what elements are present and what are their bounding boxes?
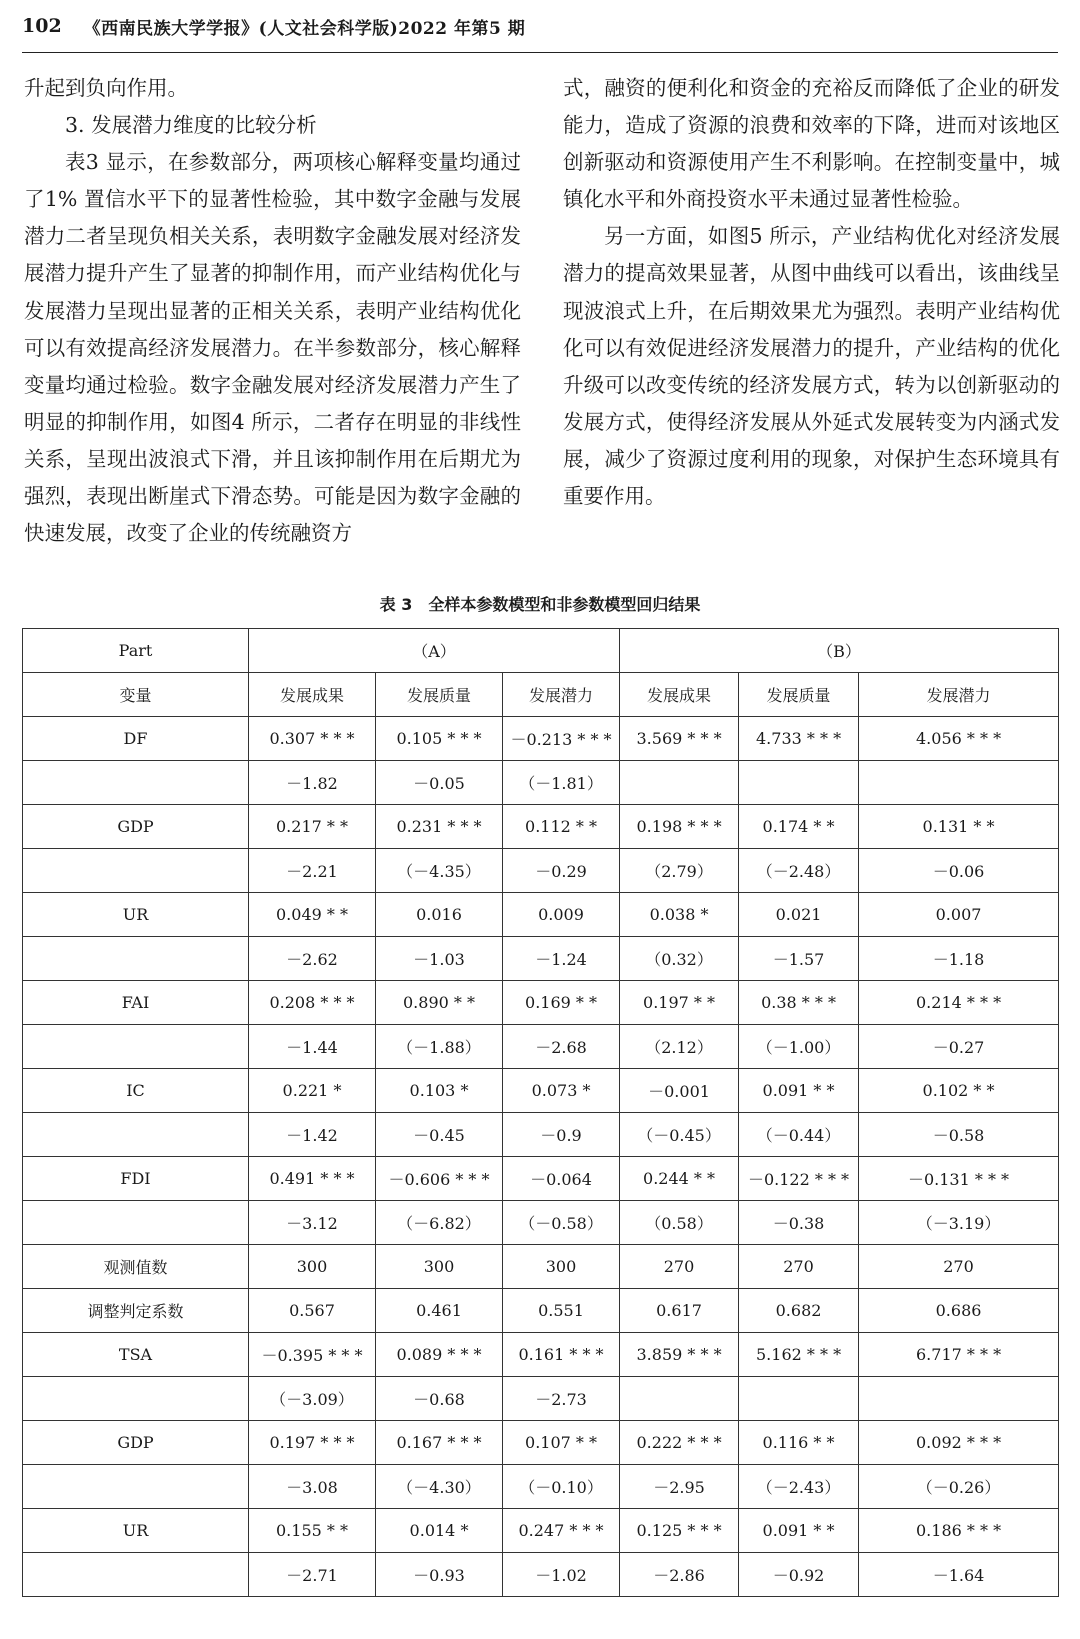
table-cell: －0.606 * * * [376, 1157, 503, 1201]
table-row [23, 1289, 1059, 1333]
table-cell: 0.112 * * [503, 805, 620, 849]
table-cell: （－2.43） [739, 1465, 859, 1509]
table-cell: 0.551 [503, 1289, 620, 1333]
paragraph: 另一方面，如图5 所示，产业结构优化对经济发展潜力的提高效果显著，从图中曲线可以看出，该曲线呈现波浪式上升，在后期效果尤为强烈。表明产业结构优化可以有效促进经济发展潜力的提升，产业结构的优化升级可以改变传统的经济发展方式，转为以创新驱动的发展方式，使得经济发展从外延式发展转变为内涵式发展，减少了资源过度利用的现象，对保护生态环境具有重要作用。 [563, 224, 1060, 509]
table-cell: （－0.44） [739, 1113, 859, 1157]
table-cell: 0.092 * * * [859, 1421, 1059, 1465]
table-cell: 0.186 * * * [859, 1509, 1059, 1553]
table-cell: 0.016 [376, 893, 503, 937]
table-cell: 0.091 * * [739, 1509, 859, 1553]
table-cell: 0.244 * * [620, 1157, 739, 1201]
row-label: DF [23, 717, 249, 761]
table-row [23, 849, 1059, 893]
table-cell: －0.05 [376, 761, 503, 805]
table-cell: 0.169 * * [503, 981, 620, 1025]
table-cell [859, 1377, 1059, 1421]
table-cell: 0.009 [503, 893, 620, 937]
table-cell [620, 761, 739, 805]
right-column [563, 70, 1060, 515]
table-row [23, 1245, 1059, 1289]
row-label: GDP [23, 1421, 249, 1465]
table-cell: 0.131 * * [859, 805, 1059, 849]
table-cell: －2.73 [503, 1377, 620, 1421]
paragraph: 表3 显示，在参数部分，两项核心解释变量均通过了1% 置信水平下的显著性检验，其中数字金融与发展潜力二者呈现负相关关系，表明数字金融发展对经济发展潜力提升产生了显著的抑制作用，而产业结构优化与发展潜力呈现出显著的正相关关系，表明产业结构优化可以有效提高经济发展潜力。在半参数部分，核心解释变量均通过检验。数字金融发展对经济发展潜力产生了明显的抑制作用，如图4 所示，二者存在明显的非线性关系，呈现出波浪式下滑，并且该抑制作用在后期尤为强烈，表现出断崖式下滑态势。可能是因为数字金融的快速发展，改变了企业的传统融资方 [24, 150, 521, 546]
table-cell: －1.44 [249, 1025, 376, 1069]
table-cell: 0.116 * * [739, 1421, 859, 1465]
table-cell: －0.38 [739, 1201, 859, 1245]
table-row [23, 937, 1059, 981]
table-cell: 270 [620, 1245, 739, 1289]
table-cell: 0.567 [249, 1289, 376, 1333]
table-cell: －0.93 [376, 1553, 503, 1597]
table-cell: －1.02 [503, 1553, 620, 1597]
table-row [23, 761, 1059, 805]
table-cell [739, 761, 859, 805]
table-cell: －2.21 [249, 849, 376, 893]
group-b-header: （B） [620, 629, 1059, 673]
table-cell: （2.79） [620, 849, 739, 893]
column-header: 发展潜力 [503, 673, 620, 717]
table-cell: 0.307 * * * [249, 717, 376, 761]
table-cell: －2.86 [620, 1553, 739, 1597]
column-header: 发展潜力 [859, 673, 1059, 717]
table-row [23, 1509, 1059, 1553]
table-row [23, 1421, 1059, 1465]
group-a-header: （A） [249, 629, 620, 673]
row-label: FAI [23, 981, 249, 1025]
table-cell: －1.57 [739, 937, 859, 981]
table-cell: －2.71 [249, 1553, 376, 1597]
table-cell: 270 [739, 1245, 859, 1289]
row-label [23, 1113, 249, 1157]
table-cell: 0.491 * * * [249, 1157, 376, 1201]
table-cell: 0.198 * * * [620, 805, 739, 849]
table-cell: －1.82 [249, 761, 376, 805]
table-cell: －1.03 [376, 937, 503, 981]
table-cell: （－0.10） [503, 1465, 620, 1509]
table-cell: －2.95 [620, 1465, 739, 1509]
table-row [23, 1333, 1059, 1377]
table-cell: （0.58） [620, 1201, 739, 1245]
table-cell: －1.24 [503, 937, 620, 981]
table-cell: （0.32） [620, 937, 739, 981]
table-cell: －0.68 [376, 1377, 503, 1421]
table-cell: 0.073 * [503, 1069, 620, 1113]
table-cell: －3.12 [249, 1201, 376, 1245]
table-cell: 0.214 * * * [859, 981, 1059, 1025]
table-cell: 0.890 * * [376, 981, 503, 1025]
table-cell: －3.08 [249, 1465, 376, 1509]
table-cell: 300 [376, 1245, 503, 1289]
table-cell: 0.222 * * * [620, 1421, 739, 1465]
table-cell: 0.161 * * * [503, 1333, 620, 1377]
table-cell: 0.231 * * * [376, 805, 503, 849]
row-label [23, 1377, 249, 1421]
table-cell: 5.162 * * * [739, 1333, 859, 1377]
table-cell: （－0.26） [859, 1465, 1059, 1509]
row-label: 调整判定系数 [23, 1289, 249, 1333]
row-label [23, 1201, 249, 1245]
table-cell: －0.131 * * * [859, 1157, 1059, 1201]
table-cell: （－0.58） [503, 1201, 620, 1245]
table-cell: 0.105 * * * [376, 717, 503, 761]
table-cell: 0.197 * * [620, 981, 739, 1025]
table-cell: －0.064 [503, 1157, 620, 1201]
table-cell: 0.049 * * [249, 893, 376, 937]
row-label: FDI [23, 1157, 249, 1201]
journal-title: 《西南民族大学学报》(人文社会科学版)2022 年第5 期 [83, 18, 526, 39]
row-label [23, 849, 249, 893]
table-cell: －0.92 [739, 1553, 859, 1597]
part-label: Part [23, 629, 249, 673]
table-cell: 0.174 * * [739, 805, 859, 849]
table-cell: －0.122 * * * [739, 1157, 859, 1201]
column-header: 发展成果 [620, 673, 739, 717]
variable-header: 变量 [23, 673, 249, 717]
table-cell: 0.247 * * * [503, 1509, 620, 1553]
table-cell [620, 1377, 739, 1421]
table-cell: 4.056 * * * [859, 717, 1059, 761]
section-heading: 3. 发展潜力维度的比较分析 [65, 113, 317, 138]
table-header-row [23, 673, 1059, 717]
table-cell: －1.42 [249, 1113, 376, 1157]
column-header: 发展质量 [739, 673, 859, 717]
table-cell: （－4.30） [376, 1465, 503, 1509]
table-cell: （－1.88） [376, 1025, 503, 1069]
table-cell: －1.18 [859, 937, 1059, 981]
table-row [23, 1025, 1059, 1069]
table-cell: －0.06 [859, 849, 1059, 893]
table-cell: 0.089 * * * [376, 1333, 503, 1377]
row-label: 观测值数 [23, 1245, 249, 1289]
paragraph-continuation: 升起到负向作用。 [24, 76, 188, 100]
table-cell: （－1.00） [739, 1025, 859, 1069]
table-cell: 0.682 [739, 1289, 859, 1333]
table-cell: －0.58 [859, 1113, 1059, 1157]
table-row [23, 1113, 1059, 1157]
table-cell: －2.62 [249, 937, 376, 981]
table-cell: 0.461 [376, 1289, 503, 1333]
table-cell: －0.45 [376, 1113, 503, 1157]
table-cell: 0.167 * * * [376, 1421, 503, 1465]
table-cell: （－3.09） [249, 1377, 376, 1421]
table-cell: （－3.19） [859, 1201, 1059, 1245]
table-caption: 表 3 全样本参数模型和非参数模型回归结果 [379, 595, 701, 614]
table-row [23, 1465, 1059, 1509]
table-cell: （－6.82） [376, 1201, 503, 1245]
row-label: UR [23, 893, 249, 937]
row-label [23, 1025, 249, 1069]
table-cell: 4.733 * * * [739, 717, 859, 761]
page-header [22, 0, 1058, 53]
table-cell: 0.103 * [376, 1069, 503, 1113]
table-cell: 3.569 * * * [620, 717, 739, 761]
table-cell: 0.107 * * [503, 1421, 620, 1465]
table-row [23, 717, 1059, 761]
table-cell: 0.217 * * [249, 805, 376, 849]
column-header: 发展质量 [376, 673, 503, 717]
table-cell: （－4.35） [376, 849, 503, 893]
table-cell: （2.12） [620, 1025, 739, 1069]
table-cell: 0.208 * * * [249, 981, 376, 1025]
table-cell: 0.221 * [249, 1069, 376, 1113]
table-cell: －0.395 * * * [249, 1333, 376, 1377]
table-cell: 0.007 [859, 893, 1059, 937]
row-label [23, 1465, 249, 1509]
row-label [23, 937, 249, 981]
table-cell: －0.9 [503, 1113, 620, 1157]
table-row [23, 1069, 1059, 1113]
table-cell: 0.038 * [620, 893, 739, 937]
table-cell: －0.27 [859, 1025, 1059, 1069]
table-cell: 0.125 * * * [620, 1509, 739, 1553]
table-row [23, 1377, 1059, 1421]
row-label: IC [23, 1069, 249, 1113]
table-cell: 0.617 [620, 1289, 739, 1333]
table-cell: －0.213 * * * [503, 717, 620, 761]
table-cell: 0.091 * * [739, 1069, 859, 1113]
table-cell: 0.197 * * * [249, 1421, 376, 1465]
table-cell: 6.717 * * * [859, 1333, 1059, 1377]
table-cell: 0.686 [859, 1289, 1059, 1333]
table-cell: 0.102 * * [859, 1069, 1059, 1113]
table-cell [739, 1377, 859, 1421]
table-row [23, 1553, 1059, 1597]
paragraph-continuation: 式，融资的便利化和资金的充裕反而降低了企业的研发能力，造成了资源的浪费和效率的下降，进而对该地区创新驱动和资源使用产生不利影响。在控制变量中，城镇化水平和外商投资水平未通过显著性检验。 [563, 76, 1060, 212]
table-cell: （－1.81） [503, 761, 620, 805]
table-cell: 0.021 [739, 893, 859, 937]
table-row [23, 1157, 1059, 1201]
table-row [23, 893, 1059, 937]
table-cell: 300 [249, 1245, 376, 1289]
row-label: GDP [23, 805, 249, 849]
table-cell: －2.68 [503, 1025, 620, 1069]
results-table [22, 628, 1059, 1597]
row-label [23, 1553, 249, 1597]
page-number: 102 [22, 15, 62, 37]
table-cell: 0.014 * [376, 1509, 503, 1553]
row-label: UR [23, 1509, 249, 1553]
table-row [23, 805, 1059, 849]
table-cell: （－0.45） [620, 1113, 739, 1157]
table-row [23, 1201, 1059, 1245]
table-cell [859, 761, 1059, 805]
table-row [23, 981, 1059, 1025]
row-label: TSA [23, 1333, 249, 1377]
column-header: 发展成果 [249, 673, 376, 717]
table-cell: 0.155 * * [249, 1509, 376, 1553]
table-cell: （－2.48） [739, 849, 859, 893]
table-cell: －0.001 [620, 1069, 739, 1113]
row-label [23, 761, 249, 805]
table-cell: 3.859 * * * [620, 1333, 739, 1377]
table-cell: －1.64 [859, 1553, 1059, 1597]
table-cell: 0.38 * * * [739, 981, 859, 1025]
left-column [24, 70, 521, 552]
table-cell: 300 [503, 1245, 620, 1289]
table-cell: 270 [859, 1245, 1059, 1289]
table-cell: －0.29 [503, 849, 620, 893]
table-part-row [23, 629, 1059, 673]
